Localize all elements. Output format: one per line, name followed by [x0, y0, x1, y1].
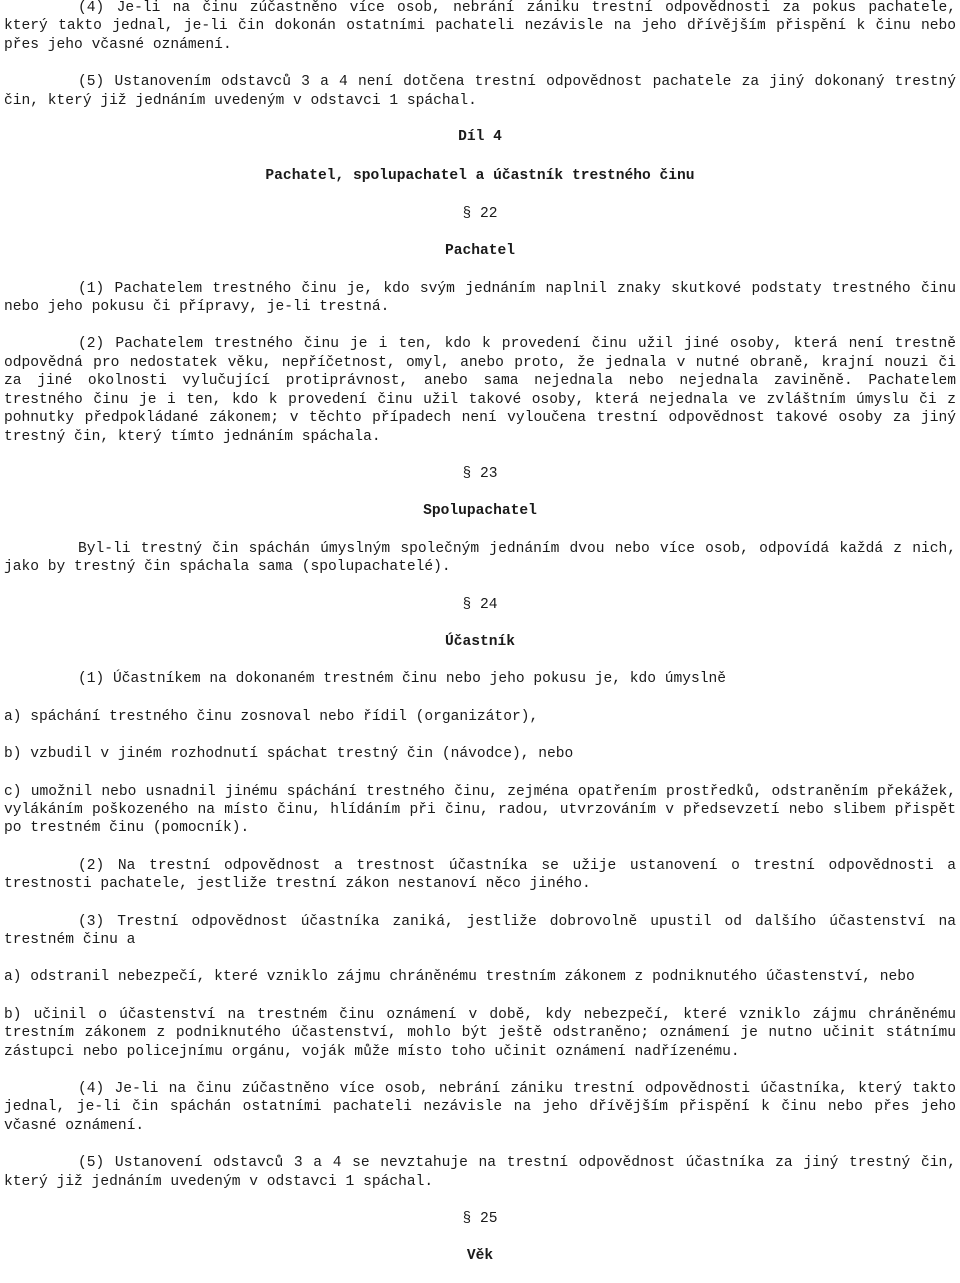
section-24-paragraph-4: (4) Je-li na činu zúčastněno více osob, nebrání zániku trestní odpovědnosti účastníka, který takto jednal, je-li čin spáchán ostatními pachateli nezávisle na jeho dřívějším přispění k činu nebo přes jeho včasné oznámení.: [4, 1081, 956, 1134]
section-23-number: § 23: [462, 465, 498, 482]
part-subtitle: Pachatel, spolupachatel a účastník trestného činu: [265, 168, 695, 185]
section-24-item-b: b) vzbudil v jiném rozhodnutí spáchat trestný čin (návodce), nebo: [4, 746, 574, 763]
section-24-paragraph-5: (5) Ustanovení odstavců 3 a 4 se nevztahuje na trestní odpovědnost účastníka za jiný trestný čin, který již jednáním uvedeným v odstavci 1 spáchal.: [4, 1155, 956, 1190]
section-24-item-a: a) spáchání trestného činu zosnoval nebo řídil (organizátor),: [4, 708, 539, 725]
section-24-number: § 24: [462, 596, 498, 613]
document-page: [4, 0, 956, 1266]
section-24-paragraph-2: (2) Na trestní odpovědnost a trestnost účastníka se užije ustanovení o trestní odpovědnosti a trestnosti pachatele, jestliže trestní zákon nestanoví něco jiného.: [4, 857, 956, 893]
paragraph-top-5: (5) Ustanovením odstavců 3 a 4 není dotčena trestní odpovědnost pachatele za jiný dokonaný trestný čin, který již jednáním uvedeným v odstavci 1 spáchal.: [4, 74, 956, 109]
section-24-paragraph-3-item-b: b) učinil o účastenství na trestném činu oznámení v době, kdy nebezpečí, které vzniklo zájmu chráněnému trestním zákonem z podniknutého účastenství, mohlo být ještě odstraněno; oznámení je nutno učinit státnímu zástupci nebo policejnímu orgánu, voják může místo toho učinit oznámení nadřízenému.: [4, 1006, 956, 1060]
section-22-title: Pachatel: [444, 243, 516, 260]
section-24-item-c: c) umožnil nebo usnadnil jinému spáchání trestného činu, zejména opatřením prostředků, odstraněním překážek, vylákáním poškozeného na místo činu, hlídáním při činu, radou, utvrzováním v předsevzetí nebo slibem přispět po trestném činu (pomocník).: [4, 783, 956, 837]
section-23-title: Spolupachatel: [423, 503, 537, 520]
section-22-paragraph-1: (1) Pachatelem trestného činu je, kdo svým jednáním naplnil znaky skutkové podstaty trestného činu nebo jeho pokusu či přípravy, je-li trestná.: [4, 280, 956, 316]
part-title: Díl 4: [458, 129, 502, 146]
section-24-paragraph-1: (1) Účastníkem na dokonaném trestném činu nebo jeho pokusu je, kdo úmyslně: [78, 671, 727, 688]
section-25-title: Věk: [466, 1248, 494, 1265]
section-24-title: Účastník: [444, 633, 516, 650]
section-25-number: § 25: [462, 1211, 498, 1228]
section-22-number: § 22: [462, 205, 498, 222]
section-23-paragraph-1: Byl-li trestný čin spáchán úmyslným společným jednáním dvou nebo více osob, odpovídá každá z nich, jako by trestný čin spáchala sama (spolupachatelé).: [4, 540, 956, 576]
paragraph-top-4: (4) Je-li na činu zúčastněno více osob, nebrání zániku trestní odpovědnosti za pokus pachatele, který takto jednal, je-li čin dokonán ostatními pachateli nezávisle na jeho dřívějším přispění k činu nebo přes jeho včasné oznámení.: [4, 0, 956, 53]
section-24-paragraph-3: (3) Trestní odpovědnost účastníka zaniká, jestliže dobrovolně upustil od dalšího účastenství na trestném činu a: [4, 913, 956, 948]
section-22-paragraph-2: (2) Pachatelem trestného činu je i ten, kdo k provedení činu užil jiné osoby, která není trestně odpovědná pro nedostatek věku, nepříčetnost, omyl, anebo proto, že jednala v nutné obraně, krajní nouzi či za jiné okolnosti vylučující protiprávnost, anebo sama nejednala nebo nejednala zaviněně. Pachatelem trestného činu je i ten, kdo k provedení činu užil takové osoby, která nejednala ve zvláštním úmyslu či z pohnutky předpokládané zákonem; v těchto případech není vyloučena trestní odpovědnost takové osoby za jiný trestný čin, který tímto jednáním spáchala.: [4, 336, 956, 445]
section-24-paragraph-3-item-a: a) odstranil nebezpečí, které vzniklo zájmu chráněnému trestním zákonem z podniknutého účastenství, nebo: [4, 969, 915, 986]
